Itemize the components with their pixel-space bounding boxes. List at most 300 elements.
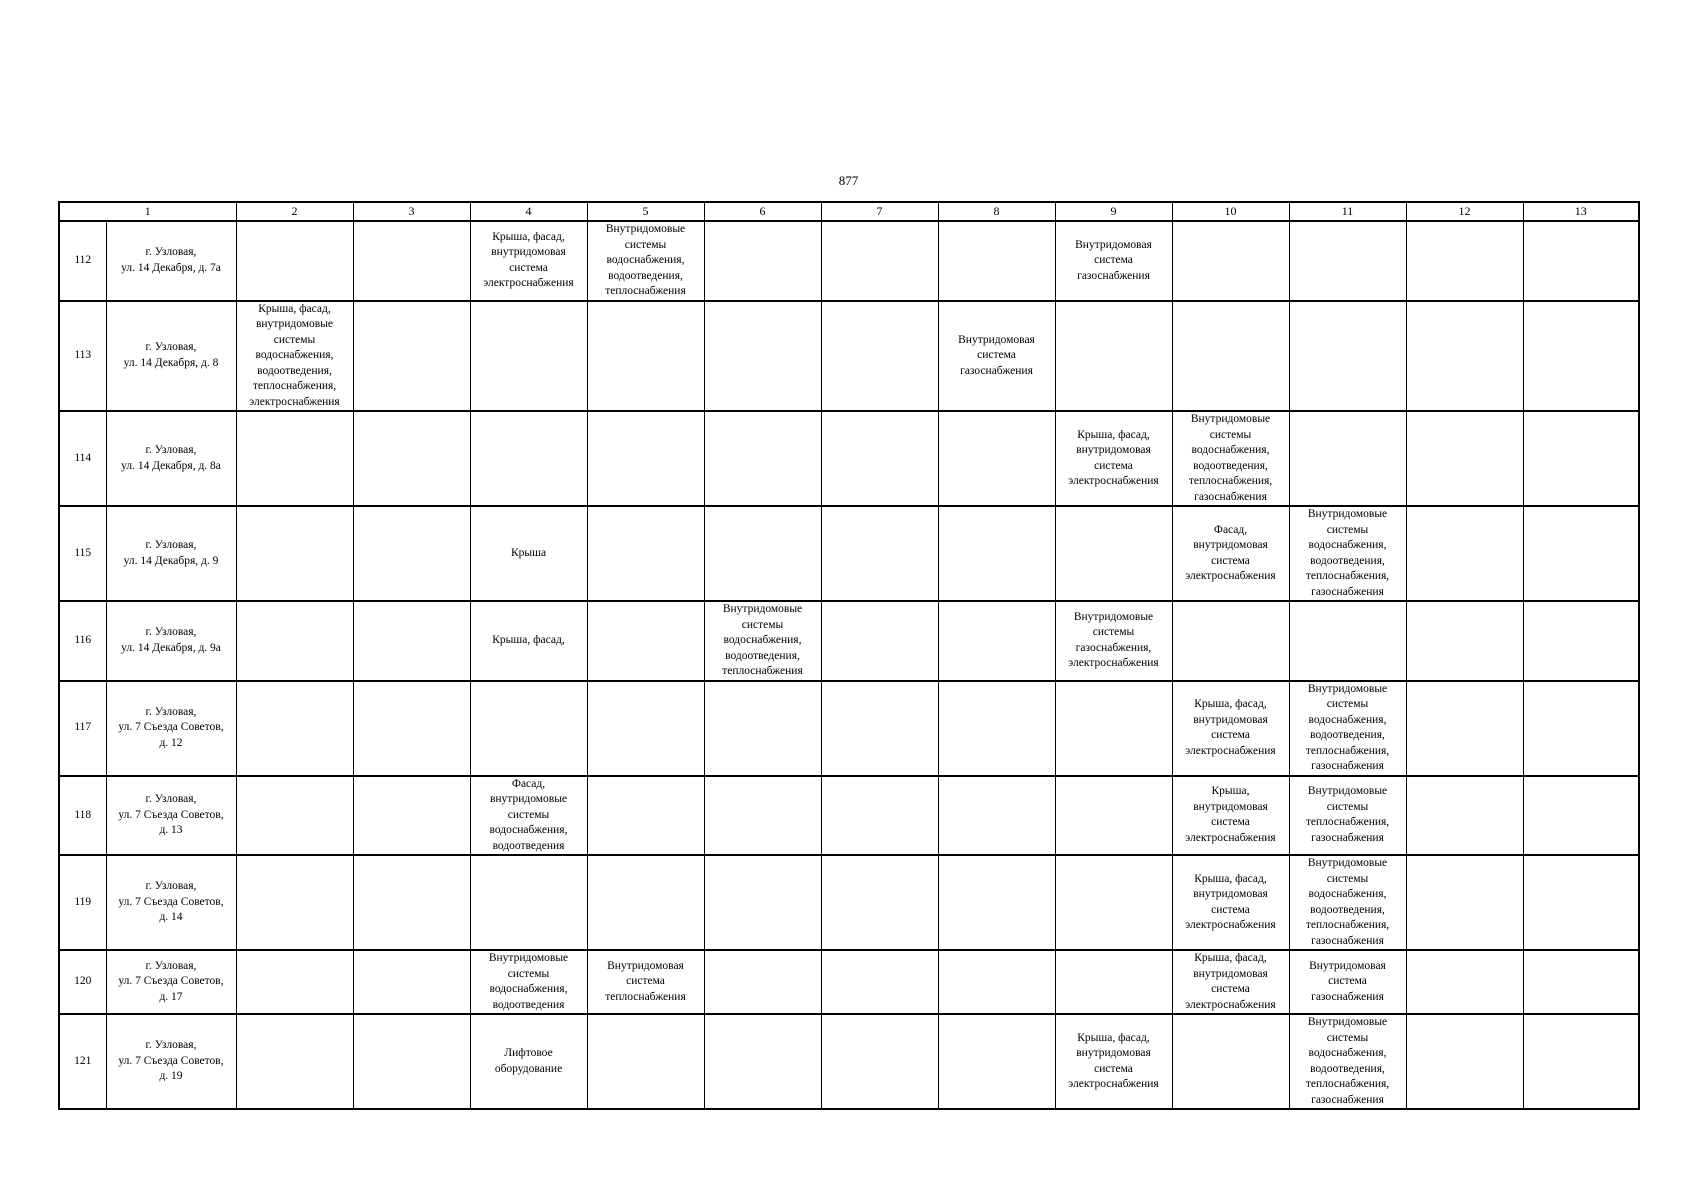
work-line: электроснабжения [1185,919,1276,931]
work-line: электроснабжения [1068,475,1159,487]
work-cell-col-10 [1172,776,1289,856]
work-cell-col-6 [704,301,821,412]
work-line: водоснабжения, [606,254,685,266]
work-cell-col-6 [704,776,821,856]
work-cell-col-6 [704,855,821,950]
work-line: водоснабжения, [723,634,802,646]
work-line: электроснабжения [1185,998,1276,1011]
work-cell-col-5 [587,411,704,506]
work-line: Фасад, [1213,523,1248,536]
address-line: г. Узловая, [145,539,197,551]
table-row [59,776,1639,856]
address-line: ул. 14 Декабря, д. 8а [121,459,221,472]
address-cell [106,1014,236,1109]
work-cell-col-7 [821,221,938,301]
address-line: г. Узловая, [145,959,197,972]
work-cell-col-13 [1523,411,1639,506]
address-line: ул. 7 Съезда Советов, [118,808,224,821]
work-cell-col-9 [1055,601,1172,681]
address-line: ул. 14 Декабря, д. 8 [123,356,219,369]
work-line: Крыша, фасад, [1194,698,1267,710]
address-line: г. Узловая, [145,1039,197,1052]
address-cell [106,221,236,301]
work-cell-col-5 [587,681,704,776]
work-cell-col-4 [470,681,587,776]
work-cell-col-2 [236,221,353,301]
row-number: 116 [59,601,106,681]
table-row [59,506,1639,601]
work-cell-col-9 [1055,221,1172,301]
work-cell-col-8 [938,855,1055,950]
column-header-2: 2 [236,202,353,221]
work-cell-col-6 [704,411,821,506]
work-cell-col-9 [1055,1014,1172,1109]
work-cell-col-7 [821,950,938,1014]
work-cell-col-11 [1289,506,1406,601]
work-line: системы [1209,428,1252,441]
work-line: Внутридомовая [607,959,684,972]
work-line: внутридомовая [491,246,566,259]
work-line: Крыша, фасад, [1077,428,1150,441]
work-cell-col-4 [470,776,587,856]
work-cell-col-13 [1523,855,1639,950]
work-cell-col-5 [587,950,704,1014]
address-line: ул. 14 Декабря, д. 9а [121,641,221,654]
work-line: внутридомовая [1193,800,1268,813]
work-line: водоотведения, [1193,459,1268,472]
work-cell-col-5 [587,1014,704,1109]
work-cell-col-10 [1172,855,1289,950]
work-cell-col-4 [470,1014,587,1109]
work-cell-col-9 [1055,301,1172,412]
address-line: г. Узловая, [145,880,197,893]
work-cell-col-7 [821,1014,938,1109]
work-line: водоотведения, [257,364,332,377]
work-line: внутридомовая [1193,713,1268,726]
work-cell-col-3 [353,1014,470,1109]
work-cell-col-2 [236,1014,353,1109]
work-cell-col-12 [1406,601,1523,681]
table-body [59,221,1639,1109]
work-line: Лифтовое [504,1047,553,1059]
work-line: внутридомовые [489,793,568,805]
address-line: ул. 7 Съезда Советов, [118,721,224,734]
work-line: Внутридомовые [722,603,803,615]
work-cell-col-12 [1406,855,1523,950]
work-line: электроснабжения [483,277,574,290]
work-line: теплоснабжения, [1305,1078,1390,1090]
table-row [59,601,1639,681]
work-line: система [1094,254,1133,266]
work-line: внутридомовая [1193,539,1268,551]
work-line: система [1211,554,1250,567]
work-line: оборудование [494,1062,563,1075]
address-line: д. 14 [159,911,183,924]
work-line: системы [1326,1031,1369,1044]
work-line: электроснабжения [1068,1078,1159,1090]
work-line: газоснабжения [1311,934,1384,947]
work-line: системы [507,808,550,821]
work-cell-col-6 [704,506,821,601]
work-line: газоснабжения, [1075,641,1152,654]
work-line: Крыша, фасад, [1194,872,1267,885]
work-line: Крыша, фасад, [492,634,565,646]
work-line: водоотведения [492,839,565,852]
work-line: водоотведения, [1310,903,1385,916]
work-cell-col-11 [1289,855,1406,950]
work-cell-col-8 [938,301,1055,412]
work-cell-col-12 [1406,506,1523,601]
work-cell-col-11 [1289,301,1406,412]
address-line: г. Узловая, [145,246,197,259]
column-header-11: 11 [1289,202,1406,221]
table-row [59,1014,1639,1109]
work-cell-col-10 [1172,950,1289,1014]
work-cell-col-10 [1172,301,1289,412]
address-cell [106,776,236,856]
work-cell-col-2 [236,950,353,1014]
column-header-5: 5 [587,202,704,221]
work-cell-col-12 [1406,411,1523,506]
work-cell-col-13 [1523,776,1639,856]
row-number: 120 [59,950,106,1014]
work-line: газоснабжения [1311,760,1384,772]
work-cell-col-7 [821,506,938,601]
work-line: Внутридомовые [1307,785,1388,798]
table-row [59,950,1639,1014]
work-line: Фасад, [511,777,546,790]
work-line: система [1211,729,1250,741]
work-cell-col-3 [353,601,470,681]
work-line: электроснабжения [249,395,340,408]
work-cell-col-5 [587,601,704,681]
work-cell-col-2 [236,601,353,681]
work-line: теплоснабжения, [1188,475,1273,487]
address-line: ул. 7 Съезда Советов, [118,975,224,988]
work-line: Внутридомовая [1309,959,1386,972]
work-line: газоснабжения [1311,990,1384,1003]
row-number: 115 [59,506,106,601]
work-cell-col-9 [1055,855,1172,950]
work-line: водоснабжения, [489,983,568,995]
work-line: Внутридомовые [1073,610,1154,623]
work-line: теплоснабжения, [1305,744,1390,757]
header-row [59,202,1639,221]
column-header-9: 9 [1055,202,1172,221]
work-cell-col-4 [470,506,587,601]
work-line: электроснабжения [1185,831,1276,844]
work-line: система [1094,459,1133,472]
work-cell-col-4 [470,855,587,950]
work-line: водоснабжения, [489,824,568,836]
work-cell-col-9 [1055,506,1172,601]
address-cell [106,855,236,950]
work-cell-col-5 [587,776,704,856]
work-cell-col-10 [1172,1014,1289,1109]
column-header-6: 6 [704,202,821,221]
work-line: система [509,261,548,274]
work-cell-col-2 [236,681,353,776]
work-cell-col-2 [236,506,353,601]
work-cell-col-11 [1289,776,1406,856]
work-cell-col-2 [236,776,353,856]
work-cell-col-6 [704,1014,821,1109]
work-line: Внутридомовые [1307,508,1388,520]
work-cell-col-13 [1523,506,1639,601]
work-line: теплоснабжения, [1305,570,1390,582]
work-line: водоотведения, [608,269,683,282]
work-line: Внутридомовая [958,333,1035,346]
work-cell-col-2 [236,411,353,506]
work-line: теплоснабжения, [1305,919,1390,931]
address-line: г. Узловая, [145,626,197,639]
work-line: системы [1092,626,1135,639]
work-cell-col-11 [1289,950,1406,1014]
work-cell-col-13 [1523,681,1639,776]
table-row [59,411,1639,506]
work-line: теплоснабжения [605,990,686,1003]
address-line: д. 17 [159,990,183,1003]
work-cell-col-7 [821,855,938,950]
work-line: газоснабжения [1311,585,1384,598]
work-cell-col-10 [1172,411,1289,506]
work-line: система [1211,983,1250,995]
work-cell-col-7 [821,681,938,776]
work-line: Внутридомовые [1307,682,1388,695]
table-row [59,301,1639,412]
work-line: системы [624,238,667,251]
work-cell-col-8 [938,411,1055,506]
work-cell-col-9 [1055,776,1172,856]
work-cell-col-9 [1055,681,1172,776]
address-line: ул. 7 Съезда Советов, [118,895,224,908]
work-line: Крыша, фасад, [492,230,565,243]
work-cell-col-5 [587,506,704,601]
address-line: г. Узловая, [145,793,197,805]
address-line: д. 19 [159,1070,183,1083]
work-cell-col-3 [353,221,470,301]
address-line: ул. 14 Декабря, д. 9 [123,554,219,567]
work-cell-col-11 [1289,1014,1406,1109]
work-cell-col-13 [1523,221,1639,301]
work-line: внутридомовая [1193,967,1268,980]
address-line: ул. 14 Декабря, д. 7а [121,261,221,274]
work-cell-col-10 [1172,506,1289,601]
work-line: электроснабжения [1185,570,1276,582]
work-line: водоснабжения, [1191,444,1270,456]
work-cell-col-8 [938,776,1055,856]
work-line: электроснабжения [1068,657,1159,670]
work-cell-col-12 [1406,681,1523,776]
table-header [59,202,1639,221]
work-line: газоснабжения [1077,269,1150,282]
address-cell [106,681,236,776]
work-cell-col-3 [353,776,470,856]
table-row [59,221,1639,301]
work-cell-col-12 [1406,776,1523,856]
column-header-8: 8 [938,202,1055,221]
work-cell-col-4 [470,601,587,681]
work-cell-col-3 [353,301,470,412]
work-line: электроснабжения [1185,744,1276,757]
work-line: система [626,975,665,988]
column-header-7: 7 [821,202,938,221]
work-line: теплоснабжения, [252,380,337,392]
column-header-4: 4 [470,202,587,221]
work-cell-col-10 [1172,221,1289,301]
work-cell-col-12 [1406,950,1523,1014]
work-line: система [1211,903,1250,916]
work-cell-col-5 [587,301,704,412]
work-line: водоотведения, [1310,554,1385,567]
work-line: Внутридомовые [1307,1016,1388,1028]
address-cell [106,950,236,1014]
column-header-13: 13 [1523,202,1639,221]
work-line: Внутридомовые [1190,413,1271,425]
column-header-10: 10 [1172,202,1289,221]
work-cell-col-4 [470,950,587,1014]
work-line: системы [1326,698,1369,710]
column-header-1: 1 [59,202,236,221]
table-row [59,855,1639,950]
row-number: 117 [59,681,106,776]
work-line: водоотведения, [1310,729,1385,741]
work-cell-col-12 [1406,221,1523,301]
work-line: водоотведения, [725,649,800,662]
row-number: 113 [59,301,106,412]
row-number: 121 [59,1014,106,1109]
work-line: водоснабжения, [1308,539,1387,551]
work-line: системы [741,618,784,631]
address-line: г. Узловая, [145,705,197,718]
work-cell-col-6 [704,681,821,776]
work-line: водоснабжения, [1308,888,1387,900]
table-row [59,681,1639,776]
work-line: водоотведения, [1310,1062,1385,1075]
work-cell-col-2 [236,301,353,412]
work-line: системы [273,333,316,346]
work-line: системы [1326,800,1369,813]
address-line: д. 13 [159,824,183,836]
work-cell-col-12 [1406,1014,1523,1109]
work-line: Внутридомовая [1075,238,1152,251]
address-cell [106,601,236,681]
work-line: система [1094,1062,1133,1075]
work-cell-col-3 [353,506,470,601]
work-line: Крыша, фасад, [1077,1031,1150,1044]
address-line: ул. 7 Съезда Советов, [118,1054,224,1067]
work-cell-col-3 [353,681,470,776]
work-cell-col-3 [353,950,470,1014]
work-line: теплоснабжения, [1305,816,1390,829]
row-number: 118 [59,776,106,856]
work-line: системы [1326,523,1369,536]
work-line: система [1328,975,1367,988]
work-line: Крыша, фасад, [1194,952,1267,964]
page-number: 877 [838,173,859,188]
schedule-table [58,201,1640,1110]
work-cell-col-11 [1289,221,1406,301]
work-cell-col-4 [470,301,587,412]
work-cell-col-7 [821,301,938,412]
address-line: г. Узловая, [145,444,197,456]
work-line: Крыша, фасад, [258,302,331,315]
address-cell [106,506,236,601]
address-line: д. 12 [159,736,183,749]
work-cell-col-5 [587,855,704,950]
work-cell-col-13 [1523,1014,1639,1109]
row-number: 119 [59,855,106,950]
work-cell-col-11 [1289,681,1406,776]
work-cell-col-11 [1289,411,1406,506]
work-cell-col-4 [470,221,587,301]
work-cell-col-9 [1055,411,1172,506]
work-cell-col-8 [938,506,1055,601]
work-cell-col-7 [821,601,938,681]
work-line: внутридомовая [1193,888,1268,900]
work-line: внутридомовые [255,318,334,330]
work-line: система [977,349,1016,361]
work-line: Внутридомовые [605,223,686,235]
work-line: теплоснабжения [605,285,686,297]
address-cell [106,411,236,506]
work-line: водоснабжения, [1308,1047,1387,1059]
work-cell-col-3 [353,855,470,950]
work-cell-col-11 [1289,601,1406,681]
work-cell-col-3 [353,411,470,506]
work-line: внутридомовая [1076,444,1151,456]
work-cell-col-8 [938,681,1055,776]
work-cell-col-6 [704,221,821,301]
work-line: газоснабжения [1311,831,1384,844]
work-cell-col-7 [821,776,938,856]
work-cell-col-13 [1523,950,1639,1014]
column-header-12: 12 [1406,202,1523,221]
work-cell-col-9 [1055,950,1172,1014]
work-cell-col-6 [704,601,821,681]
row-number: 114 [59,411,106,506]
column-header-3: 3 [353,202,470,221]
work-line: системы [1326,872,1369,885]
work-line: система [1211,816,1250,829]
row-number: 112 [59,221,106,301]
work-cell-col-2 [236,855,353,950]
work-line: теплоснабжения [722,665,803,677]
work-cell-col-10 [1172,681,1289,776]
work-line: водоснабжения, [255,349,334,361]
work-cell-col-4 [470,411,587,506]
work-cell-col-8 [938,221,1055,301]
work-line: газоснабжения [1194,490,1267,503]
work-cell-col-8 [938,601,1055,681]
work-cell-col-6 [704,950,821,1014]
work-cell-col-13 [1523,601,1639,681]
work-cell-col-12 [1406,301,1523,412]
work-line: системы [507,967,550,980]
work-cell-col-8 [938,950,1055,1014]
address-cell [106,301,236,412]
work-line: водоотведения [492,998,565,1011]
work-line: внутридомовая [1076,1047,1151,1059]
work-line: Крыша [510,546,547,559]
work-cell-col-13 [1523,301,1639,412]
work-line: газоснабжения [1311,1093,1384,1106]
work-cell-col-10 [1172,601,1289,681]
work-cell-col-5 [587,221,704,301]
work-line: газоснабжения [960,364,1033,377]
work-line: Крыша, [1211,785,1250,798]
work-line: водоснабжения, [1308,713,1387,726]
